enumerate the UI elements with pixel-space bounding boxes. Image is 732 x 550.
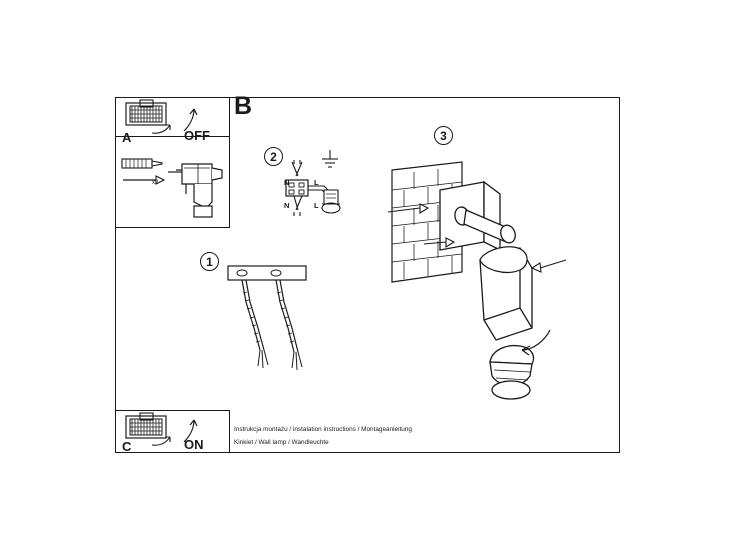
step-number-3: 3 bbox=[434, 126, 453, 145]
drill-quantity-label: x2 bbox=[152, 180, 159, 186]
step-a-letter: A bbox=[122, 130, 132, 145]
switch-off-icon bbox=[122, 101, 227, 137]
section-label-b: B bbox=[234, 92, 253, 120]
divider-bottom-horizontal bbox=[115, 410, 230, 411]
divider-top-horizontal bbox=[115, 227, 230, 228]
divider-top-vertical bbox=[229, 97, 230, 227]
mounting-bracket-and-wires bbox=[222, 262, 342, 387]
terminal-label-n-top: N bbox=[284, 178, 290, 187]
terminal-label-n-bottom: N bbox=[284, 201, 290, 210]
divider-bottom-vertical bbox=[229, 410, 230, 453]
step-number-1: 1 bbox=[200, 252, 219, 271]
step-c-letter: C bbox=[122, 439, 132, 454]
drill-icon bbox=[120, 150, 228, 222]
footer-line-1: Instrukcja montażu / instalation instructions / Montageanleitung bbox=[234, 426, 412, 433]
footer-line-2: Kinkiet / Wall lamp / Wandleuchte bbox=[234, 439, 329, 446]
terminal-block-wiring bbox=[272, 160, 352, 228]
switch-on-icon bbox=[122, 412, 227, 448]
step-a-state: OFF bbox=[184, 128, 210, 143]
step-number-2: 2 bbox=[264, 147, 283, 166]
terminal-label-l-bottom: L bbox=[314, 201, 319, 210]
step-c-state: ON bbox=[184, 437, 204, 452]
terminal-label-l-top: L bbox=[314, 178, 319, 187]
lamp-mounted-on-wall bbox=[380, 150, 610, 420]
